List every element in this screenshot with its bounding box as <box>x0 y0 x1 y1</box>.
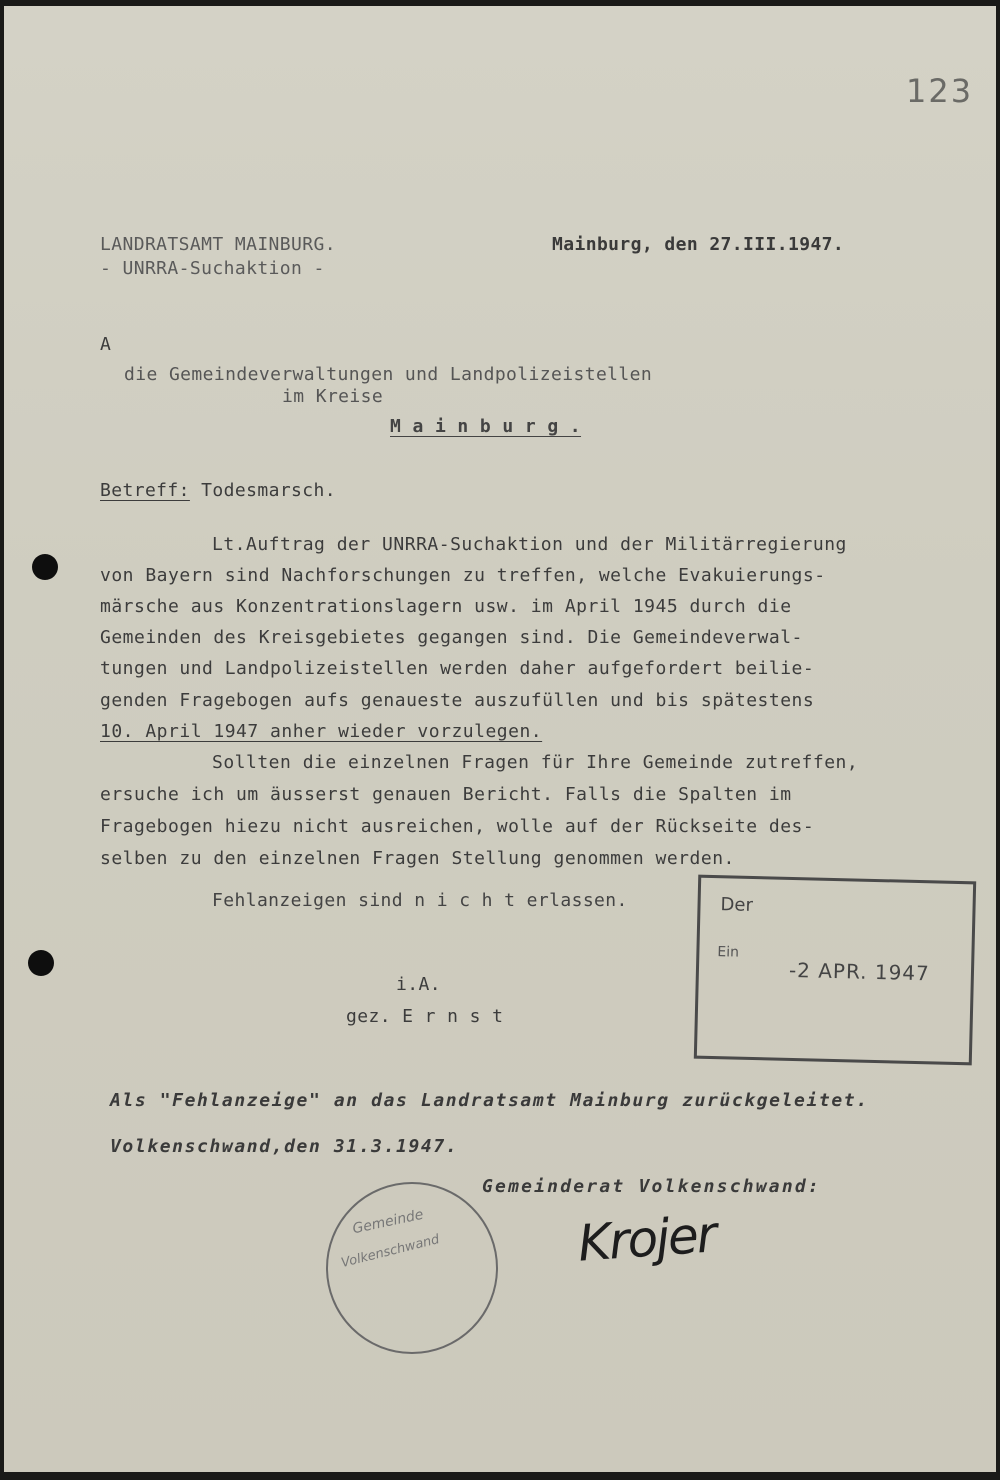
subject-value: Todesmarsch. <box>201 480 336 501</box>
handwritten-signature: Krojer <box>576 1205 718 1273</box>
body-line: selben zu den einzelnen Fragen Stellung genommen werden. <box>100 848 735 869</box>
body-line: Gemeinden des Kreisgebietes gegangen sind. Die Gemeindeverwal- <box>100 627 803 648</box>
seal-text-bottom: Volkenschwand <box>339 1232 442 1271</box>
punch-hole <box>32 554 58 580</box>
body-line: märsche aus Konzentrationslagern usw. im April 1945 durch die <box>100 596 792 617</box>
signature-ia: i.A. <box>396 974 441 995</box>
municipal-seal <box>326 1182 498 1354</box>
seal-text-top: Gemeinde <box>351 1206 425 1238</box>
body-line: ersuche ich um äusserst genauen Bericht. Falls die Spalten im <box>100 784 792 805</box>
body-line: 10. April 1947 anher wieder vorzulegen. <box>100 721 543 742</box>
subject-label: Betreff: <box>100 480 190 501</box>
address-prefix: A <box>100 334 112 355</box>
note-line: Fehlanzeigen sind n i c h t erlassen. <box>212 890 628 911</box>
address-city: M a i n b u r g . <box>390 416 582 437</box>
council-label: Gemeinderat Volkenschwand: <box>482 1176 821 1197</box>
document-page <box>4 6 996 1472</box>
received-stamp <box>694 875 976 1066</box>
signature-name: gez. E r n s t <box>346 1006 504 1027</box>
reply-line-1: Als "Fehlanzeige" an das Landratsamt Mainburg zurückgeleitet. <box>110 1090 869 1111</box>
office-name: LANDRATSAMT MAINBURG. <box>100 234 336 255</box>
page-number: 123 <box>906 72 974 110</box>
subject-line <box>100 480 336 501</box>
body-line: Fragebogen hiezu nicht ausreichen, wolle auf der Rückseite des- <box>100 816 815 837</box>
punch-hole <box>28 950 54 976</box>
body-line: genden Fragebogen aufs genaueste auszufüllen und bis spätestens <box>100 690 815 711</box>
received-stamp-top: Der <box>720 894 754 916</box>
body-line: tungen und Landpolizeistellen werden daher aufgefordert beilie- <box>100 658 815 679</box>
body-line: von Bayern sind Nachforschungen zu treffen, welche Evakuierungs- <box>100 565 826 586</box>
received-stamp-left: Ein <box>717 944 740 961</box>
address-recipients: die Gemeindeverwaltungen und Landpolizeistellen <box>124 364 653 385</box>
reply-line-2: Volkenschwand,den 31.3.1947. <box>110 1136 459 1157</box>
document-date: Mainburg, den 27.III.1947. <box>552 234 845 255</box>
action-name: - UNRRA-Suchaktion - <box>100 258 325 279</box>
address-district: im Kreise <box>282 386 384 407</box>
body-line: Sollten die einzelnen Fragen für Ihre Gemeinde zutreffen, <box>212 752 859 773</box>
body-line: Lt.Auftrag der UNRRA-Suchaktion und der Militärregierung <box>212 534 847 555</box>
received-stamp-date: -2 APR. 1947 <box>788 957 931 986</box>
